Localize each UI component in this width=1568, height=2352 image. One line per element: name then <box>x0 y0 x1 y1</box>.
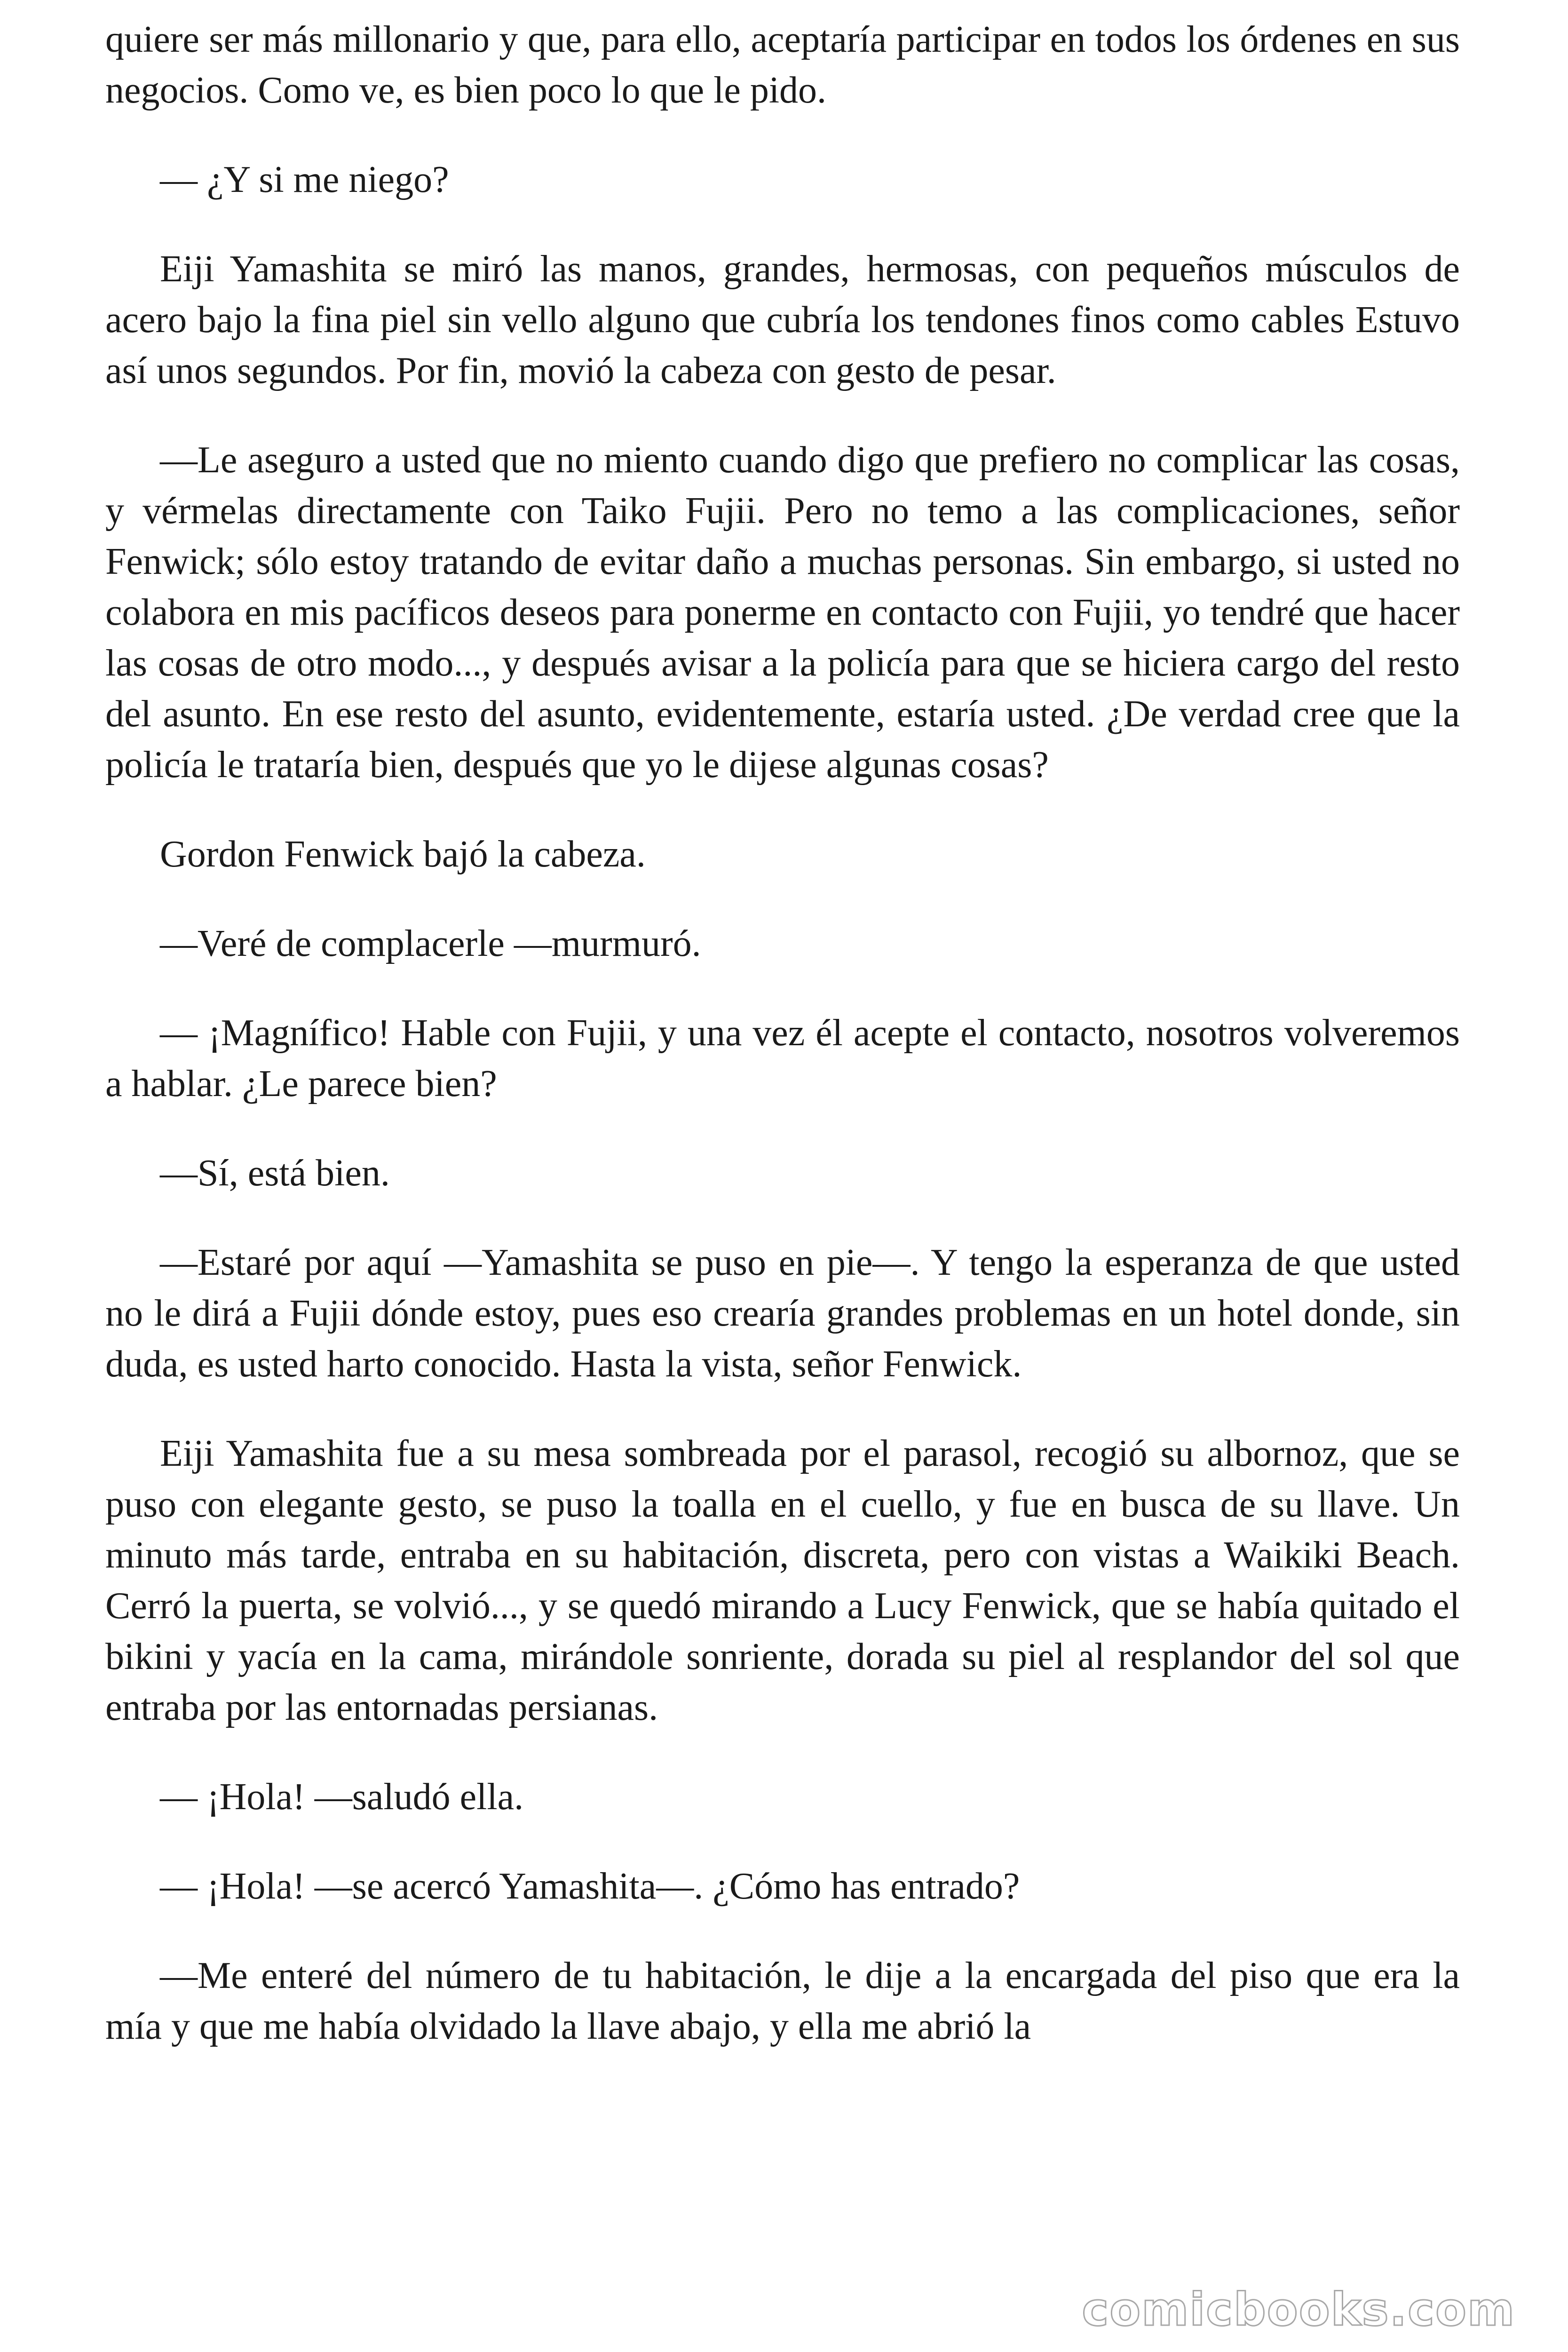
watermark-logo: comicbooks.com <box>1082 2283 1515 2336</box>
paragraph-12: — ¡Hola! —se acercó Yamashita—. ¿Cómo has entrado? <box>160 1866 1020 1907</box>
paragraph-7: — ¡Magnífico! Hable con Fujii, y una vez él acepte el contacto, nosotros volveremos a hablar. ¿Le parece bien? <box>105 1012 1460 1104</box>
paragraph-1: quiere ser más millonario y que, para ello, aceptaría participar en todos los órdenes en sus negocios. Como ve, es bien poco lo que le pido. <box>105 19 1460 111</box>
paragraph-8: —Sí, está bien. <box>160 1152 390 1194</box>
paragraph-5: Gordon Fenwick bajó la cabeza. <box>160 834 646 875</box>
page-text <box>105 14 1460 2052</box>
paragraph-13: —Me enteré del número de tu habitación, le dije a la encargada del piso que era la mía y que me había olvidado la llave abajo, y ella me abrió la <box>105 1955 1460 2047</box>
paragraph-3: Eiji Yamashita se miró las manos, grandes, hermosas, con pequeños músculos de acero bajo la fina piel sin vello alguno que cubría los tendones finos como cables Estuvo así unos segundos. Por fin, movió la cabeza con gesto de pesar. <box>105 248 1460 391</box>
paragraph-11: — ¡Hola! —saludó ella. <box>160 1776 524 1818</box>
paragraph-6: —Veré de complacerle —murmuró. <box>160 923 701 964</box>
paragraph-2: — ¿Y si me niego? <box>160 159 449 200</box>
paragraph-10: Eiji Yamashita fue a su mesa sombreada por el parasol, recogió su albornoz, que se puso con elegante gesto, se puso la toalla en el cuello, y fue en busca de su llave. Un minuto más tarde, entraba en su habitación, discreta, pero con vistas a Waikiki Beach. Cerró la puerta, se volvió..., y se quedó mirando a Lucy Fenwick, que se había quitado el bikini y yacía en la cama, mirándole sonriente, dorada su piel al resplandor del sol que entraba por las entornadas persianas. <box>105 1433 1460 1728</box>
paragraph-9: —Estaré por aquí —Yamashita se puso en pie—. Y tengo la esperanza de que usted no le dirá a Fujii dónde estoy, pues eso crearía grandes problemas en un hotel donde, sin duda, es usted harto conocido. Hasta la vista, señor Fenwick. <box>105 1242 1460 1385</box>
paragraph-4: —Le aseguro a usted que no miento cuando digo que prefiero no complicar las cosas, y vérmelas directamente con Taiko Fujii. Pero no temo a las complicaciones, señor Fenwick; sólo estoy tratando de evitar daño a muchas personas. Sin embargo, si usted no colabora en mis pacíficos deseos para ponerme en contacto con Fujii, yo tendré que hacer las cosas de otro modo..., y después avisar a la policía para que se hiciera cargo del resto del asunto. En ese resto del asunto, evidentemente, estaría usted. ¿De verdad cree que la policía le trataría bien, después que yo le dijese algunas cosas? <box>105 439 1460 786</box>
